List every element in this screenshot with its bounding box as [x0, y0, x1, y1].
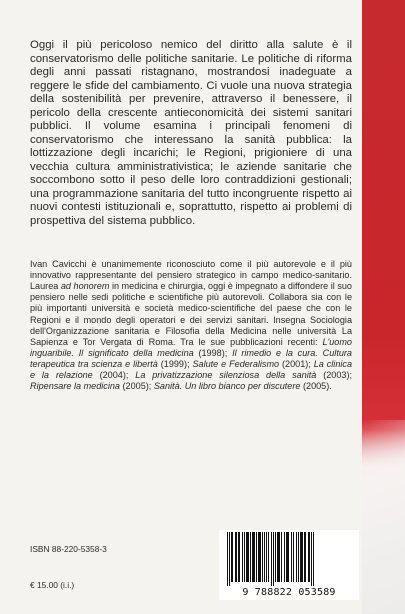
publication-year: (2001); [279, 358, 314, 369]
barcode-bar [273, 532, 274, 586]
barcode-bar [277, 532, 280, 582]
barcode-bar [291, 532, 292, 582]
barcode-bar [308, 532, 310, 582]
barcode-bar [246, 532, 249, 582]
barcode-bar [258, 532, 261, 582]
barcode-bar [227, 532, 228, 586]
barcode-bar [242, 532, 243, 582]
barcode-bar [304, 532, 306, 582]
barcode-bar [284, 532, 285, 582]
author-bio [30, 259, 352, 392]
barcode [219, 530, 359, 600]
barcode-bar [244, 532, 245, 582]
bio-ad-honorem: ad honorem [60, 281, 110, 292]
barcode-bar [275, 532, 276, 582]
barcode-bar [313, 532, 314, 586]
publication-title: Salute e Federalismo [192, 358, 280, 369]
barcode-bar [296, 532, 297, 582]
publication-title: La privatizzazione silenziosa della sanità [135, 370, 317, 381]
torn-paper-edge [362, 420, 405, 614]
publication-year: (2003); [316, 370, 353, 381]
barcode-bar [238, 532, 240, 582]
bio-part-1: Ivan Cavicchi è unanimemente riconosciuto come il più autorevole e il più innovativo rappresentante del pensiero strategico in campo medico-sanitario. Laurea [30, 259, 352, 292]
publication-title: Ripensare la medicina [30, 381, 120, 392]
barcode-bar [256, 532, 257, 582]
barcode-bar [298, 532, 299, 582]
barcode-digits: 9 788822 053589 [242, 587, 336, 598]
barcode-bar [229, 532, 230, 586]
barcode-bar [250, 532, 251, 582]
publication-year: (2005); [119, 381, 154, 392]
barcode-bar [266, 532, 267, 582]
barcode-bar [268, 532, 269, 582]
publication-year: (1999); [157, 358, 193, 369]
isbn-label: ISBN 88-220-5358-3 [30, 544, 107, 554]
publication-title: L'uomo inguaribile. Il significato della medicina [30, 336, 352, 358]
red-spine-band [362, 0, 405, 614]
publication-title: Sanità. Un libro bianco per discutere [153, 381, 301, 392]
price-label: € 15.00 (i.i.) [30, 580, 75, 590]
barcode-bar [264, 532, 265, 582]
barcode-bar [235, 532, 237, 582]
publication-year: (1998); [193, 347, 233, 358]
publication-title: La clinica e la relazione [30, 358, 353, 381]
barcode-bar [262, 532, 263, 582]
barcode-bar [231, 532, 233, 582]
barcode-bars [219, 530, 359, 586]
barcode-bar [271, 532, 272, 586]
summary-text: Oggi il più pericoloso nemico del diritto alla salute è il conservatorismo delle politiche sanitarie. Le politiche di riforma degli anni passati ristagnano, mostrandosi inadeguate a reggere le sfide del cambiamento. Ci vuole una nuova strategia della sostenibilità per prevenire, attraverso il benessere, il pericolo della crescente antieconomicità dei sistemi sanitari pubblici. Il volume esamina i principali fenomeni di conservatorismo che interessano la sanità pubblica: la lottizzazione degli incarichi; le Regioni, prigioniere di una vecchia cultura amministrativistica; le aziende sanitarie che soccombono sotto il peso delle loro contraddizioni gestionali; una programmazione sanitaria del tutto incongruente rispetto ai nuovi contesti istituzionali e, soprattutto, rispetto ai problemi di prospettiva del sistema pubblico. [30, 39, 352, 227]
barcode-bar [293, 532, 294, 582]
bio-part-2: in medicina e chirurgia, oggi è impegnato a diffondere il suo pensiero nelle sedi politiche e scientifiche più autorevoli. Collabora sia con le più importanti università e società medico-scientifiche del paese che con le Regioni e il mondo degli operatori e dei servizi sanitari. Insegna Sociologia dell'Organizzazione sanitaria e Filosofia della Medicina nelle università La Sapienza e Tor Vergata di Roma. Tra le sue pubblicazioni recenti: [30, 281, 352, 347]
barcode-bar [300, 532, 303, 582]
barcode-bar [252, 532, 255, 582]
publication-title: Il rimedio e la cura. Cultura terapeutica tra scienza e libertà [30, 347, 352, 369]
barcode-bar [286, 532, 289, 582]
barcode-bar [281, 532, 282, 582]
publication-year: (2004); [92, 370, 136, 381]
barcode-bar [311, 532, 312, 586]
publication-year: (2005). [300, 381, 332, 392]
